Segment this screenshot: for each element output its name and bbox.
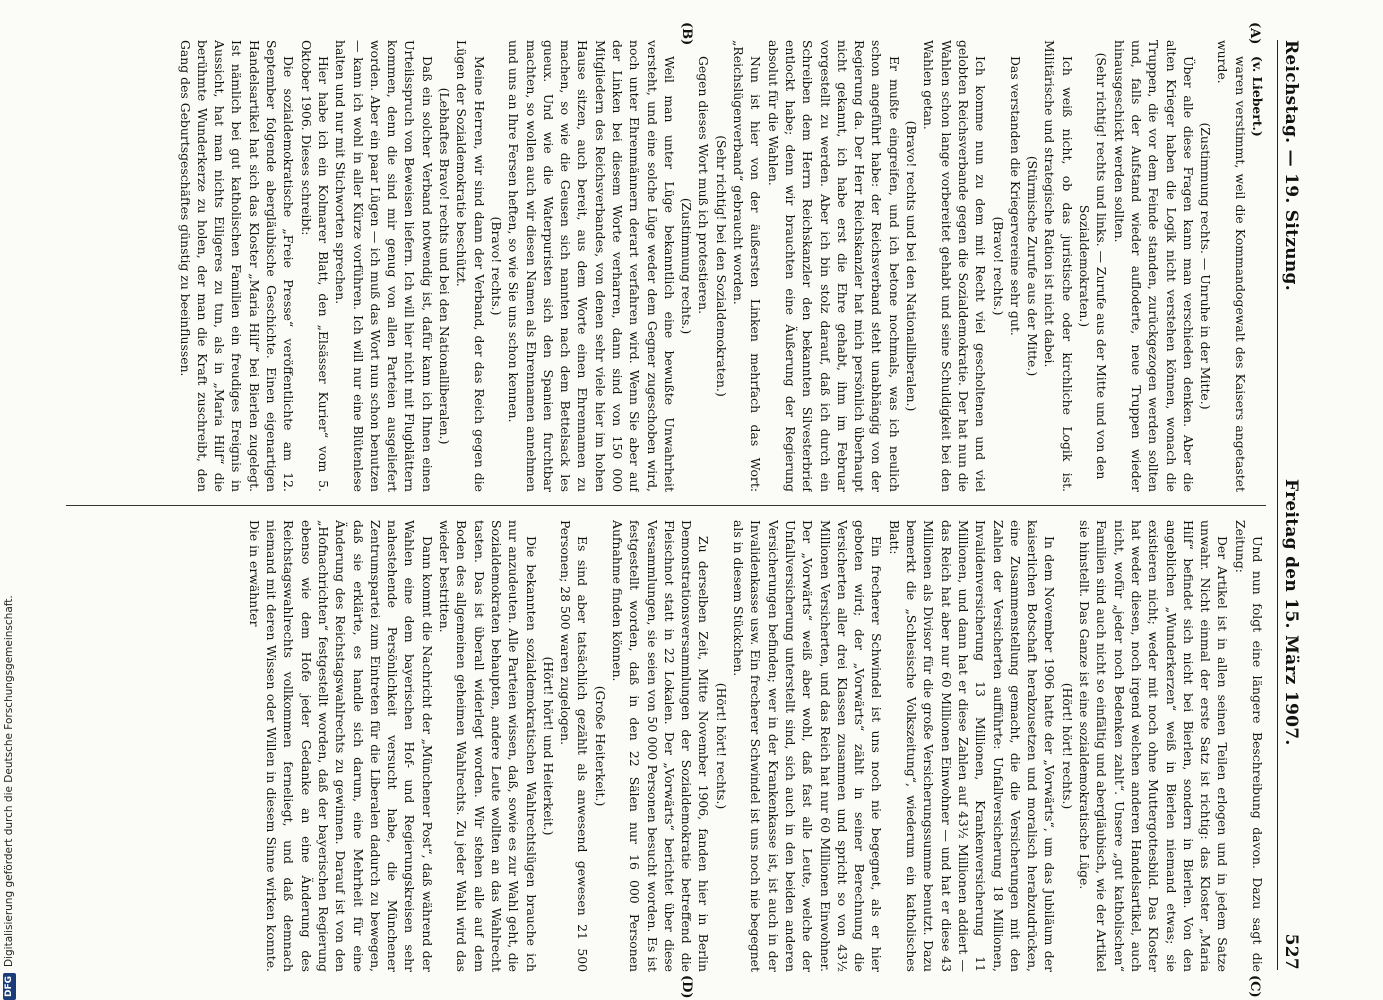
paragraph: Die sozialdemokratische „Freie Presse“ veröffentlichte am 12. September folgende abergläubische Geschichte. Einen eigenartigen Handelsartikel hat sich das Kloster „Maria Hilf“ bei Bierlen zugelegt. Ist nämlich bei gut katholischen Familien ein freudiges Ereignis in Aussicht, hat man nichts Eiligeres zu tun, als in „Maria Hilf“ die berühmte Wunderkerze zu holen, der man die Kraft zuschreibt, den Gang des Geburtsgeschäftes günstig zu beeinflussen. [177, 40, 297, 492]
stage-direction: (Große Heiterkeit.) [592, 685, 608, 807]
stage-direction: (Sehr richtig! rechts und links. — Zurufe aus der Mitte und von den Sozialdemokraten.) [1077, 52, 1110, 480]
paragraph: Über alle diese Fragen kann man verschieden denken. Aber die alten Krieger haben die Logik nicht verstehen können, wonach die Truppen, die vor dem Feinde standen, zurückgezogen werden sollten und, falls der Aufstand wieder aufloderte, neue Truppen wieder hinausgeschickt werden sollten. [1111, 40, 1196, 492]
paragraph: Die bekannten sozialdemokratischen Wahlrechtslügen brauche ich nur anzudeuten. Alle Parteien wissen, daß, sowie es zur Wahl geht, die Sozialdemokraten behaupten, andere Leute wollten an das Wahlrecht tasten. Das ist überall widerlegt worden. Wir stehen alle auf dem Boden des allgemeinen geheimen Wahlrechts. Zu jeder Wahl wird das wieder bestritten. [437, 520, 539, 972]
stage-direction: (Hört! hört! rechts.) [713, 682, 729, 810]
paragraph: Daß ein solcher Verband notwendig ist, dafür kann ich Ihnen einen Urteilsspruch von Beweisen liefern. Ich will hier nicht mit Flugblättern kommen, denn die sind mir genug von allen Parteien ausgeliefert worden. Aber ein paar Lügen — ich muß das Wort nun schon benutzen — kann ich wohl in aller Kürze vorführen. Ich will nur eine Blütenlese halten und nur mit Stichworten sprechen. [333, 40, 435, 492]
paragraph: Ein frecherer Schwindel ist uns noch nie begegnet, als er hier geboten wird; der „Vorwärts“ zählt in seiner Berechnung die Versicherten aller drei Klassen zusammen und spricht so von 43½ Millionen Versicherten, und das Reich hat nur 60 Millionen Einwohner. Der „Vorwärts“ weiß aber wohl, daß fast alle Leute, welche der Unfallversicherung unterstellt sind, sich auch in den beiden anderen Versicherungen befinden; wer in der Krankenkasse ist, ist auch in der Invalidenkasse usw. Ein frecherer Schwindel ist uns noch nie begegnet als in diesem Stückchen. [731, 520, 885, 972]
page-number: 527 [1281, 933, 1301, 970]
stage-direction: (Bravo! rechts und bei den Nationalliberalen.) [904, 120, 920, 412]
right-column [46, 520, 1266, 972]
column-divider [66, 505, 1266, 506]
stage-direction: (Zustimmung rechts.) [679, 197, 695, 335]
stage-direction: (Sehr richtig! bei den Sozialdemokraten.) [713, 135, 729, 397]
margin-mark-c: (C) [1247, 975, 1262, 998]
paragraph: Es sind aber tatsächlich gezählt als anwesend gewesen 21 500 Personen; 28 500 waren zugelogen. [558, 520, 591, 972]
stage-direction: (Hört! hört! rechts.) [1059, 682, 1075, 810]
paragraph: In dem November 1906 hatte der „Vorwärts“, um das Jubiläum der kaiserlichen Botschaft herabzusetzen und moralisch herabzudrücken, eine Zusammenstellung gemacht, die die Versicherungen mit den Zahlen der Versicherten aufführte: Unfallversicherung 18 Millionen, Invalidenversicherung 13 Millionen, Krankenversicherung 11 Millionen, und dann hat er diese Zahlen auf 43½ Millionen addiert — das Reich hat aber nur 60 Millionen Einwohner — und hat er diese 43 Millionen als Divisor für die große Versicherungssumme benutzt. Dazu bemerkt die „Schlesische Volkszeitung“, wiederum ein katholisches Blatt: [886, 520, 1058, 972]
paragraph: Das verstanden die Kriegervereine sehr gut. [1007, 56, 1023, 336]
page-header [1277, 40, 1304, 970]
paragraph: Er mußte eingreifen, und ich betone nochmals, was ich neulich schon angeführt habe: der Reichsverband steht unabhängig von der Regierung da. Der Herr Reichskanzler hat mich persönlich überhaupt nicht gekannt, ich habe erst die Ehre gehabt, ihm im Februar vorgestellt zu werden. Aber ich bin stolz darauf, daß ich durch ein Schreiben dem Herrn Reichskanzler den bekannten Silvesterbrief entlockt habe; denn wir brauchten eine Äußerung der Regierung absolut für die Wahlen. [765, 40, 902, 492]
stage-direction: (Bravo! rechts.) [488, 216, 504, 316]
paragraph: Gegen dieses Wort muß ich protestieren. [696, 56, 712, 315]
header-left: Reichstag. — 19. Sitzung. [1281, 40, 1301, 291]
paragraph: Nun ist hier von der äußersten Linken mehrfach das Wort: „Reichslügenverband“ gebraucht worden. [731, 40, 764, 492]
paragraph: Dann kommt die Nachricht der „Münchener Post“, daß während der Wahlen eine dem bayerischen Hof- und Regierungskreisen sehr nahestehende Persönlichkeit versucht habe, die Münchener Zentrumspartei zum Eintreten für die Liberalen dadurch zu bewegen, daß sie erklärte, es handle sich darum, eine Mehrheit für eine Änderung des Reichstagswahlrechts zu gewinnen. Darauf ist von den „Hofnachrichten“ festgestellt worden, daß der bayerischen Regierung ebenso wie dem Hofe jeder Gedanke an eine Änderung des Reichstagswahlrechts vollkommen ferneliegt, und daß demnach niemand mit deren Wissen oder Willen in diesem Sinne wirken konnte. Die in erwähnter [246, 520, 435, 972]
digitization-credit [0, 0, 18, 1000]
paragraph: Ich komme nun zu dem mit Recht viel gescholtenen und viel gelobten Reichsverbande gegen die Sozialdemokratie. Der hat nun die Wahlen schon lange vorbereitet gehabt und seine Schuldigkeit bei den Wahlen getan. [921, 40, 989, 492]
left-column [46, 40, 1266, 492]
paragraph: Ich weiß nicht, ob das juristische oder kirchliche Logik ist. Militärische und strategische Ration ist nicht dabei. [1042, 40, 1075, 492]
speaker-name: (v. Liebert.) [1250, 56, 1265, 137]
stage-direction: (Stürmische Zurufe aus der Mitte.) [1025, 155, 1041, 377]
paragraph: Der Artikel ist in allen seinen Teilen erlogen und in jedem Satze unwahr. Nicht einmal der erste Satz ist richtig: das Kloster „Maria Hilf“ befindet sich nicht bei Bierlen, sondern in Bierlen. Von den angeblichen „Wunderkerzen“ weiß in Bierlen niemand etwas; sie existieren nicht; weder mit noch ohne Muttergottesbild. Das Kloster hat weder diesen, noch irgend welchen anderen Handelsartikel, auch nicht, wofür „jeder noch Bedenken zahlt“. Unsere „gut katholischen“ Familien sind auch nicht so einfältig und abergläubisch, wie der Artikel sie hinstellt. Das Ganze ist eine sozialdemokratische Lüge. [1077, 520, 1231, 972]
paragraph: Und nun folgt eine längere Beschreibung davon. Dazu sagt die Zeitung: [1232, 520, 1265, 972]
stage-direction: (Bravo! rechts.) [990, 216, 1006, 316]
credit-text: Digitalisierung gefördert durch die Deutsche Forschungsgemeinschaft. [3, 595, 15, 967]
stage-direction: (Hört! hört! und Heiterkeit.) [540, 656, 556, 836]
margin-mark-b: (B) [679, 22, 694, 46]
header-date: Freitag den 15. März 1907. [1281, 479, 1301, 746]
paragraph: Weil man unter Lüge bekanntlich eine bewußte Unwahrheit versteht, und eine solche Lüge weder dem Gegner zugeschoben wird, noch unter Ehrenmännern derart verfahren wird. Wenn Sie aber auf der Linken bei diesem Worte verharren, dann sind von 150 000 Mitgliedern des Reichsverbandes, von denen sehr viele hier im hohen Hause sitzen, auch bereit, aus dem Worte einen Ehrennamen zu machen, so wie die Geusen sich nannten nach dem Bettelsack les gueux. Und wie die Waterpuristen sich den Spanien furchtbar machten, so wollen auch wir diesen Namen als Ehrennamen annehmen und uns an Ihre Fersen heften, so wie Sie uns schon kennen. [506, 40, 677, 492]
margin-mark-a: (A) [1247, 22, 1262, 45]
rotated-page-content [12, 0, 1312, 1000]
margin-mark-d: (D) [679, 975, 694, 999]
stage-direction: (Lebhaftes Bravo! rechts und bei den Nationalliberalen.) [437, 87, 453, 445]
left-column-text [176, 40, 1248, 492]
stage-direction: (Zustimmung rechts. — Unruhe in der Mitte.) [1198, 122, 1214, 410]
paragraph: Meine Herren, wir sind dann der Verband, der das Reich gegen die Lügen der Sozialdemokratie beschützt. [454, 40, 487, 492]
paragraph: Zu derselben Zeit, Mitte November 1906, fanden hier in Berlin Demonstrationsversammlungen der Sozialdemokratie betreffend die Fleischnot statt in 22 Lokalen. Der „Vorwärts“ berichtet über diese Versammlungen, sie seien von 50 000 Personen besucht worden. Es ist festgestellt worden, daß in den 22 Sälen nur 16 000 Personen Aufnahme finden können. [610, 520, 712, 972]
right-column-text [245, 520, 1266, 972]
dfg-logo: DFG [3, 973, 16, 1000]
paragraph: waren verstimmt, weil die Kommandogewalt des Kaisers angetastet wurde. [1215, 40, 1248, 492]
paragraph: Hier habe ich ein Kolmarer Blatt, den „Elsässer Kurier“ vom 5. Oktober 1906. Dieses schreibt: [298, 40, 331, 492]
